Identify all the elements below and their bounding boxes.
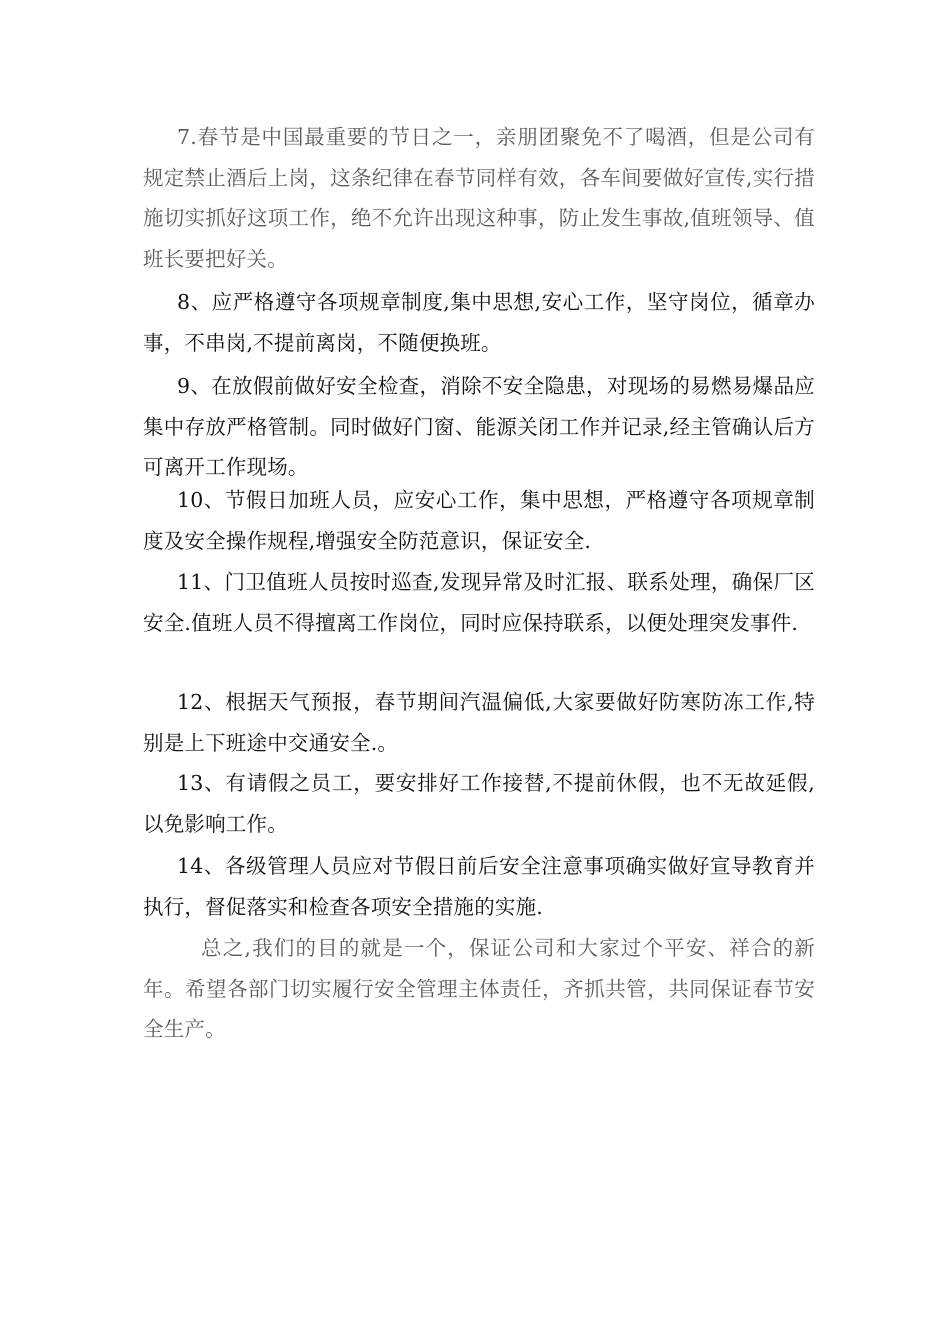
paragraph-7: 7.春节是中国最重要的节日之一，亲朋团聚免不了喝酒，但是公司有规定禁止酒后上岗，这条纪律在春节同样有效，各车间要做好宣传,实行措施切实抓好这项工作，绝不允许出现这种事，防止发生事故,值班领导、值班长要把好关。 [143, 125, 815, 271]
paragraph-8: 8、应严格遵守各项规章制度,集中思想,安心工作，坚守岗位，循章办事，不串岗,不提前离岗，不随便换班。 [143, 290, 815, 355]
paragraph-9: 9、在放假前做好安全检查，消除不安全隐患，对现场的易燃易爆品应集中存放严格管制。同时做好门窗、能源关闭工作并记录,经主管确认后方可离开工作现场。 [143, 374, 815, 479]
paragraph-13: 13、有请假之员工，要安排好工作接替,不提前休假，也不无故延假,以免影响工作。 [143, 771, 815, 836]
paragraph-10: 10、节假日加班人员，应安心工作，集中思想，严格遵守各项规章制度及安全操作规程,增强安全防范意识，保证安全. [143, 488, 815, 553]
paragraph-11: 11、门卫值班人员按时巡查,发现异常及时汇报、联系处理，确保厂区安全.值班人员不得擅离工作岗位，同时应保持联系，以便处理突发事件. [143, 570, 815, 635]
paragraph-14: 14、各级管理人员应对节假日前后安全注意事项确实做好宣导教育并执行，督促落实和检查各项安全措施的实施. [143, 854, 815, 919]
paragraph-12: 12、根据天气预报，春节期间汽温偏低,大家要做好防寒防冻工作,特别是上下班途中交通安全.。 [143, 690, 815, 755]
closing-paragraph: 总之,我们的目的就是一个，保证公司和大家过个平安、祥合的新年。希望各部门切实履行安全管理主体责任，齐抓共管，共同保证春节安全生产。 [143, 936, 815, 1041]
